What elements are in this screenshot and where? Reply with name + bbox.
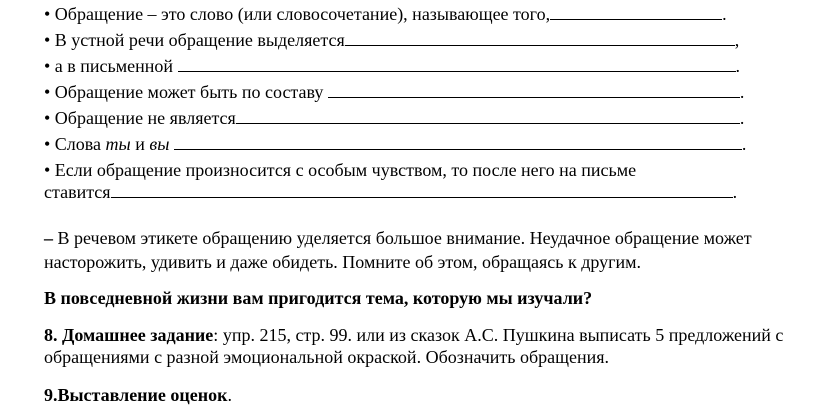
blank-line bbox=[328, 81, 740, 98]
bullet-written-speech: • а в письменной . bbox=[44, 56, 741, 76]
dash: – bbox=[44, 228, 58, 248]
question: В повседневной жизни вам пригодится тема, которую мы изучали? bbox=[44, 288, 593, 308]
bullet-special-feeling-text: • Если обращение произносится с особым чувством, то после него на письме bbox=[44, 160, 637, 180]
blank-line bbox=[174, 133, 742, 150]
bullet-oral-speech: • В устной речи обращение выделяется , bbox=[44, 30, 740, 50]
homework-label: 8. Домашнее задание bbox=[44, 325, 214, 345]
bullet-definition-text: • Обращение – это слово (или словосочетание), называющее того, bbox=[44, 4, 551, 24]
etiquette-line-1: – В речевом этикете обращению уделяется большое внимание. Неудачное обращение может bbox=[44, 228, 752, 248]
bullet-ty-vy: • Слова ты и вы . bbox=[44, 134, 747, 154]
bullet-definition: • Обращение – это слово (или словосочетание), называющее того, . bbox=[44, 4, 727, 24]
word-ty: ты bbox=[105, 134, 131, 154]
blank-line bbox=[345, 29, 735, 46]
grades: 9.Выставление оценок. bbox=[44, 385, 233, 405]
blank-line bbox=[178, 55, 736, 72]
bullet-special-feeling bbox=[44, 158, 636, 182]
bullet-special-feeling-cont: ставится . bbox=[44, 182, 738, 202]
bullet-not-is: • Обращение не является . bbox=[44, 108, 745, 128]
bullet-composition-text: • Обращение может быть по составу bbox=[44, 82, 324, 102]
homework-line-1: 8. Домашнее задание: упр. 215, стр. 99. или из сказок А.С. Пушкина выписать 5 предложений с bbox=[44, 325, 784, 345]
homework-line-2: обращениями с разной эмоциональной окраской. Обозначить обращения. bbox=[44, 347, 610, 367]
bullet-not-is-text: • Обращение не является bbox=[44, 108, 236, 128]
etiquette-line-2: насторожить, удивить и даже обидеть. Помните об этом, обращаясь к другим. bbox=[44, 252, 642, 272]
blank-line bbox=[236, 107, 740, 124]
bullet-oral-speech-text: • В устной речи обращение выделяется bbox=[44, 30, 345, 50]
blank-line bbox=[111, 181, 733, 198]
bullet-written-speech-text: • а в письменной bbox=[44, 56, 174, 76]
blank-line bbox=[550, 3, 722, 20]
bullet-composition: • Обращение может быть по составу . bbox=[44, 82, 745, 102]
word-vy: вы bbox=[149, 134, 170, 154]
grades-label: 9.Выставление оценок bbox=[44, 385, 228, 405]
